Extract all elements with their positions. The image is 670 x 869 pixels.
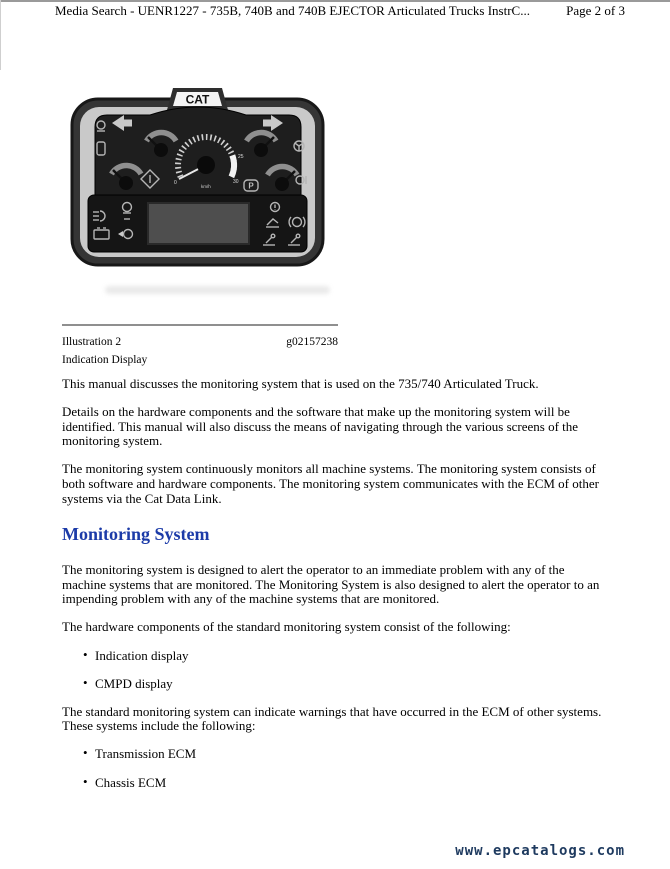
list-item-label: Indication display [95, 647, 189, 663]
list-item [62, 646, 609, 664]
list-item-label: Chassis ECM [95, 774, 167, 790]
scan-edge-line [0, 0, 670, 2]
paragraph-monitoring-3: The standard monitoring system can indicate warnings that have occurred in the ECM of other systems. These systems include the following: [62, 703, 602, 734]
illustration-code: g02157238 [286, 336, 338, 348]
parking-brake-letter: P [248, 181, 254, 191]
speedo-unit-label: km/h [201, 184, 211, 189]
upper-gauge-cluster [95, 107, 306, 195]
list-item [62, 773, 609, 791]
bullet-icon: • [83, 745, 88, 761]
paragraph-monitoring-1: The monitoring system is designed to alert the operator to an immediate problem with any of the machine systems that are monitored. The Monitoring System is also designed to alert the operator to an impending problem with any of the machine systems that are monitored. [62, 562, 600, 607]
list-item [62, 674, 609, 692]
section-heading-monitoring-system: Monitoring System [62, 524, 210, 545]
scan-edge-left [0, 0, 1, 70]
list-item-label: CMPD display [95, 675, 173, 691]
speedo-label-max: 30 [233, 179, 239, 185]
lower-display-cluster [88, 195, 307, 252]
document-body [62, 377, 609, 804]
bullet-icon: • [83, 773, 88, 789]
illustration-title: Indication Display [62, 354, 148, 366]
bullet-icon: • [83, 646, 88, 662]
paragraph-intro-3: The monitoring system continuously monitors all machine systems. The monitoring system consists of both software and hardware components. The monitoring system communicates with the ECM of other systems via the Cat Data Link. [62, 461, 599, 506]
hardware-components-list [62, 646, 609, 692]
paragraph-intro-2: Details on the hardware components and the software that make up the monitoring system will be identified. This manual will also discuss the means of navigating through the various screens of the monitoring system. [62, 404, 579, 449]
instrument-panel-image [70, 83, 326, 269]
indication-display-figure [70, 83, 326, 269]
page-header [55, 3, 625, 18]
header-page-indicator: Page 2 of 3 [566, 3, 625, 18]
caption-divider [62, 324, 338, 326]
paragraph-monitoring-2: The hardware components of the standard monitoring system consist of the following: [62, 619, 511, 635]
speedo-label-min: 0 [174, 180, 177, 186]
bullet-icon: • [83, 674, 88, 690]
lcd-screen [148, 203, 249, 244]
scan-shadow [105, 286, 330, 294]
illustration-label: Illustration 2 [62, 336, 122, 348]
figure-caption [62, 336, 338, 349]
speedo-label-mid: 25 [238, 154, 244, 160]
list-item-label: Transmission ECM [95, 746, 197, 762]
ecm-systems-list [62, 747, 609, 790]
header-title: Media Search - UENR1227 - 735B, 740B and 740B EJECTOR Articulated Trucks InstrC... [55, 3, 530, 18]
epcatalogs-watermark-link[interactable]: www.epcatalogs.com [455, 843, 625, 859]
paragraph-intro-1: This manual discusses the monitoring system that is used on the 735/740 Articulated Truck. [62, 376, 539, 391]
cat-logo-text: CAT [185, 92, 210, 107]
list-item [62, 747, 609, 762]
